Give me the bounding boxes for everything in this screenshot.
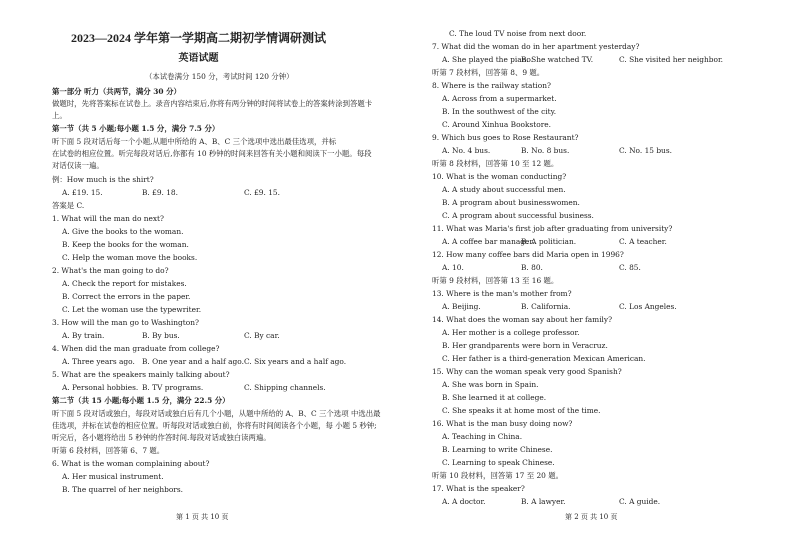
exam-subtitle: 英语试题 <box>178 53 219 64</box>
section2-heading: 第二节（共 15 小题;每小题 1.5 分，满分 22.5 分） <box>52 396 230 405</box>
section1-instruction: 听下面 5 段对话后每一个小题,从题中所给的 A、B、C 三个选项中选出最佳选项，并标 <box>52 137 337 146</box>
option: B. TV programs. <box>142 383 204 392</box>
option: C. Shipping channels. <box>244 383 326 392</box>
material-note: 听第 8 段材料，回答第 10 至 12 题。 <box>432 159 559 168</box>
option: B. She watched TV. <box>521 55 594 64</box>
material-note: 听第 10 段材料，回答第 17 至 20 题。 <box>432 471 563 480</box>
option: A. A doctor. <box>442 497 486 506</box>
page-footer: 第 2 页 共 10 页 <box>565 513 618 521</box>
option: A. She was born in Spain. <box>442 380 539 389</box>
section2-instruction: 听下面 5 段对话或独白，每段对话或独白后有几个小题，从题中所给的 A、B、C 三个选项 中选出最 <box>52 409 381 418</box>
material-note: 听第 9 段材料，回答第 13 至 16 题。 <box>432 276 559 285</box>
option: C. Around Xinhua Bookstore. <box>442 120 551 129</box>
option: C. A teacher. <box>619 237 667 246</box>
right-page <box>397 0 794 560</box>
option: B. The quarrel of her neighbors. <box>62 485 183 494</box>
option: A. She played the piano. <box>442 55 534 64</box>
option: A. Give the books to the woman. <box>62 227 184 236</box>
question: 9. Which bus goes to Rose Restaurant? <box>432 133 579 142</box>
question: 12. How many coffee bars did Maria open in 1996? <box>432 250 624 259</box>
material-note: 听第 7 段材料，回答第 8、9 题。 <box>432 68 545 77</box>
option: C. Six years and a half ago. <box>244 357 347 366</box>
option: C. By car. <box>244 331 280 340</box>
option: A. No. 4 bus. <box>442 146 491 155</box>
option: C. A program about successful business. <box>442 211 594 220</box>
section2-instruction: 佳选项，并标在试卷的相应位置。听每段对话或独白前，你将有时间阅读各个小题，每 小题 5 秒钟; <box>52 421 377 430</box>
part1-instruction: 上。 <box>52 111 67 120</box>
option: A. Across from a supermarket. <box>442 94 557 103</box>
question: 2. What's the man going to do? <box>52 266 169 275</box>
option: C. Her father is a third-generation Mexican American. <box>442 354 646 363</box>
option: B. No. 8 bus. <box>521 146 570 155</box>
option: A. £19. 15. <box>62 188 103 197</box>
question: 4. When did the man graduate from college? <box>52 344 220 353</box>
option: A. Personal hobbies. <box>62 383 139 392</box>
section2-instruction: 听完后，各小题将给出 5 秒钟的作答时间.每段对话或独白读两遍。 <box>52 433 271 442</box>
exam-note: （本试卷满分 150 分，考试时间 120 分钟） <box>145 72 294 81</box>
option: B. By bus. <box>142 331 180 340</box>
option: A. Her musical instrument. <box>62 472 164 481</box>
option: B. Keep the books for the woman. <box>62 240 189 249</box>
question: 1. What will the man do next? <box>52 214 164 223</box>
option: B. She learned it at college. <box>442 393 547 402</box>
option: C. A guide. <box>619 497 661 506</box>
question: 3. How will the man go to Washington? <box>52 318 199 327</box>
example-answer: 答案是 C. <box>52 201 85 210</box>
option: A. A study about successful men. <box>442 185 566 194</box>
option: C. She visited her neighbor. <box>619 55 724 64</box>
option: B. Learning to write Chinese. <box>442 445 553 454</box>
option: B. In the southwest of the city. <box>442 107 557 116</box>
option: C. Learning to speak Chinese. <box>442 458 555 467</box>
option: C. Help the woman move the books. <box>62 253 198 262</box>
question: 14. What does the woman say about her family? <box>432 315 613 324</box>
material-note: 听第 6 段材料，回答第 6、7 题。 <box>52 446 165 455</box>
question: 10. What is the woman conducting? <box>432 172 567 181</box>
part1-heading: 第一部分 听力（共两节，满分 30 分） <box>52 87 181 96</box>
example-question: 例：How much is the shirt? <box>52 175 154 184</box>
question: 13. Where is the man's mother from? <box>432 289 572 298</box>
part1-instruction: 做题时，先将答案标在试卷上。录音内容结束后,你将有两分钟的时间将试卷上的答案转涂到答题卡 <box>52 99 373 108</box>
page-footer: 第 1 页 共 10 页 <box>176 513 229 521</box>
option: B. Her grandparents were born in Veracruz. <box>442 341 608 350</box>
option: B. California. <box>521 302 571 311</box>
section1-instruction: 对话仅读一遍。 <box>52 161 104 170</box>
option: B. A lawyer. <box>521 497 566 506</box>
option: B. £9. 18. <box>142 188 178 197</box>
option: A. Beijing. <box>442 302 481 311</box>
option: C. No. 15 bus. <box>619 146 672 155</box>
option: A. 10. <box>442 263 464 272</box>
question: 16. What is the man busy doing now? <box>432 419 573 428</box>
option: B. Correct the errors in the paper. <box>62 292 191 301</box>
section1-heading: 第一节（共 5 小题;每小题 1.5 分，满分 7.5 分） <box>52 124 220 133</box>
question: 8. Where is the railway station? <box>432 81 551 90</box>
option: A. Check the report for mistakes. <box>62 279 187 288</box>
option: C. The loud TV noise from next door. <box>449 29 587 38</box>
exam-title: 2023—2024 学年第一学期高二期初学情调研测试 <box>70 31 326 45</box>
question: 6. What is the woman complaining about? <box>52 459 210 468</box>
option: C. She speaks it at home most of the time. <box>442 406 601 415</box>
option: A. Teaching in China. <box>442 432 523 441</box>
question: 11. What was Maria's first job after graduating from university? <box>432 224 673 233</box>
question: 15. Why can the woman speak very good Spanish? <box>432 367 622 376</box>
option: B. A program about businesswomen. <box>442 198 580 207</box>
section1-instruction: 在试卷的相应位置。听完每段对话后,你都有 10 秒钟的时间来回答有关小题和阅读下一小题。每段 <box>52 149 372 158</box>
question: 7. What did the woman do in her apartment yesterday? <box>432 42 640 51</box>
option: A. By train. <box>62 331 105 340</box>
option: A. Her mother is a college professor. <box>442 328 580 337</box>
option: A. Three years ago. <box>62 357 135 366</box>
option: B. One year and a half ago. <box>142 357 244 366</box>
option: C. 85. <box>619 263 641 272</box>
option: C. Los Angeles. <box>619 302 677 311</box>
question: 5. What are the speakers mainly talking about? <box>52 370 230 379</box>
option: B. A politician. <box>521 237 577 246</box>
option: A. A coffee bar manager. <box>442 237 535 246</box>
option: B. 80. <box>521 263 543 272</box>
question: 17. What is the speaker? <box>432 484 525 493</box>
option: C. Let the woman use the typewriter. <box>62 305 202 314</box>
option: C. £9. 15. <box>244 188 280 197</box>
